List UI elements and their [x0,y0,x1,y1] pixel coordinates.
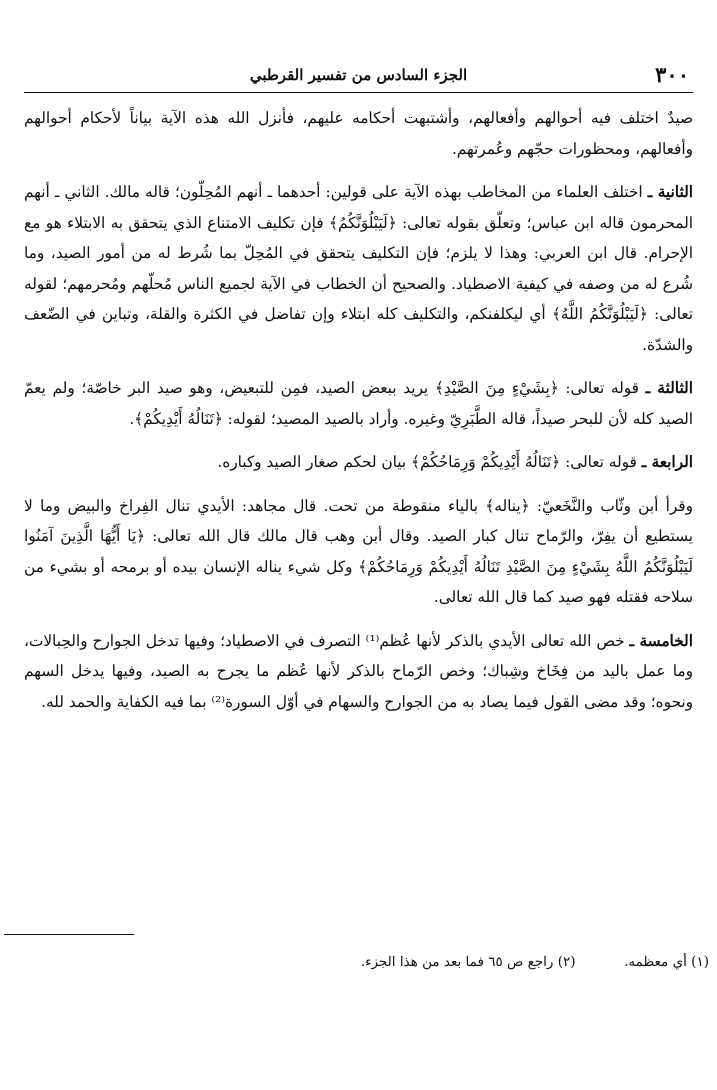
footnotes [0,950,709,974]
footnote-divider [4,934,134,935]
footnote-2: (٢) راجع ص ٦٥ فما بعد من هذا الجزء. [360,954,576,970]
section-label-fifth: الخامسة ـ [629,631,693,650]
paragraph-reading [24,491,693,613]
paragraph-text: قوله تعالى: ﴿تَنَالُهُ أَيْدِيكُمْ وَرِمَاحُكُمْ﴾ بيان لحكم صغار الصيد وكباره. [217,453,637,471]
page-number: ٣٠٠ [655,62,689,87]
paragraph-second [24,177,693,360]
paragraph-text: قوله تعالى: ﴿بِشَيْءٍ مِنَ الصَّيْدِ﴾ يريد ببعض الصيد، فمِن للتبعيض، وهو صيد البر خاصّة؛ ولم يعمّ الصيد كله لأن للبحر صيداً، قاله الطَّبَرِيّ وغيره. وأراد بالصيد المصيد؛ لقوله: ﴿تَنَالُهُ أَيْدِيكُمْ﴾. [24,379,693,428]
paragraph-text: خص الله تعالى الأيدي بالذكر لأنها عُظم⁽¹⁾ التصرف في الاصطياد؛ وفيها تدخل الجوارح والحِبالات، وما عمل باليد من فِخَاخ وشِباك؛ وخص الرّماح بالذكر لأنها عُظم ما يجرح به الصيد، وفيها يدخل السهم ونحوه؛ وقد مضى القول فيما يصاد به من الجوارح والسهام في أوّل السورة⁽²⁾ بما فيه الكفاية والحمد لله. [24,631,693,711]
footnote-1: (١) أي معظمه. [624,954,709,970]
paragraph-text: اختلف العلماء من المخاطب بهذه الآية على قولين: أحدهما ـ أنهم المُحِلّون؛ قاله مالك. الثاني ـ أنهم المحرمون قاله ابن عباس؛ وتعلّق بقوله تعالى: ﴿لَيَبْلُوَنَّكُمُ﴾ فإن تكليف الامتناع الذي يتحقق به الابتلاء هو مع الإحرام. قال ابن العربي: وهذا لا يلزم؛ فإن التكليف يتحقق في المُحِلّ بما شُرط له من أمور الصيد، وما شُرع له من وصفه في كيفية الاصطياد. والصحيح أن الخطاب في الآية لجميع الناس مُحلّهم ومُحرمهم؛ لقوله تعالى: ﴿لَيَبْلُوَنَّكُمُ اللَّهُ﴾ أي ليكلفنكم، والتكليف كله ابتلاء وإن تفاضل في الكثرة والقلة، وتباين في الضّعف والشدّة. [24,183,693,354]
paragraph-fourth [24,447,693,478]
running-title: الجزء السادس من تفسير القرطبي [249,66,468,84]
section-label-second: الثانية ـ [647,183,693,201]
paragraph-intro [24,103,693,164]
section-label-third: الثالثة ـ [645,379,693,397]
page-header [24,58,693,93]
paragraph-text: صيدٌ اختلف فيه أحوالهم وأفعالهم، وأشتبهت أحكامه عليهم، فأنزل الله هذه الآية بياناً لأحكام أحوالهم وأفعالهم، ومحظورات حجّهم وعُمرتهم. [24,109,693,158]
book-page [24,58,693,1090]
section-label-fourth: الرابعة ـ [641,453,693,471]
paragraph-fifth [24,626,693,718]
page-body [24,103,693,717]
paragraph-text: وقرأ أبن وثّاب والنَّخَعيّ: ﴿يناله﴾ بالياء منقوطة من تحت. قال مجاهد: الأيدي تنال الفِراخ والبيض وما لا يستطيع أن يفِرّ، والرّماح تنال كبار الصيد. وقال أبن وهب قال مالك قال الله تعالى: ﴿يَا أَيُّهَا الَّذِينَ آمَنُوا لَيَبْلُوَنَّكُمُ اللَّهُ بِشَيْءٍ مِنَ الصَّيْدِ تَنَالُهُ أَيْدِيكُمْ وَرِمَاحُكُمْ﴾ وكل شيء يناله الإنسان بيده أو برمحه أو بشيء من سلاحه فقتله فهو صيد كما قال الله تعالى. [24,496,693,606]
paragraph-third [24,373,693,434]
